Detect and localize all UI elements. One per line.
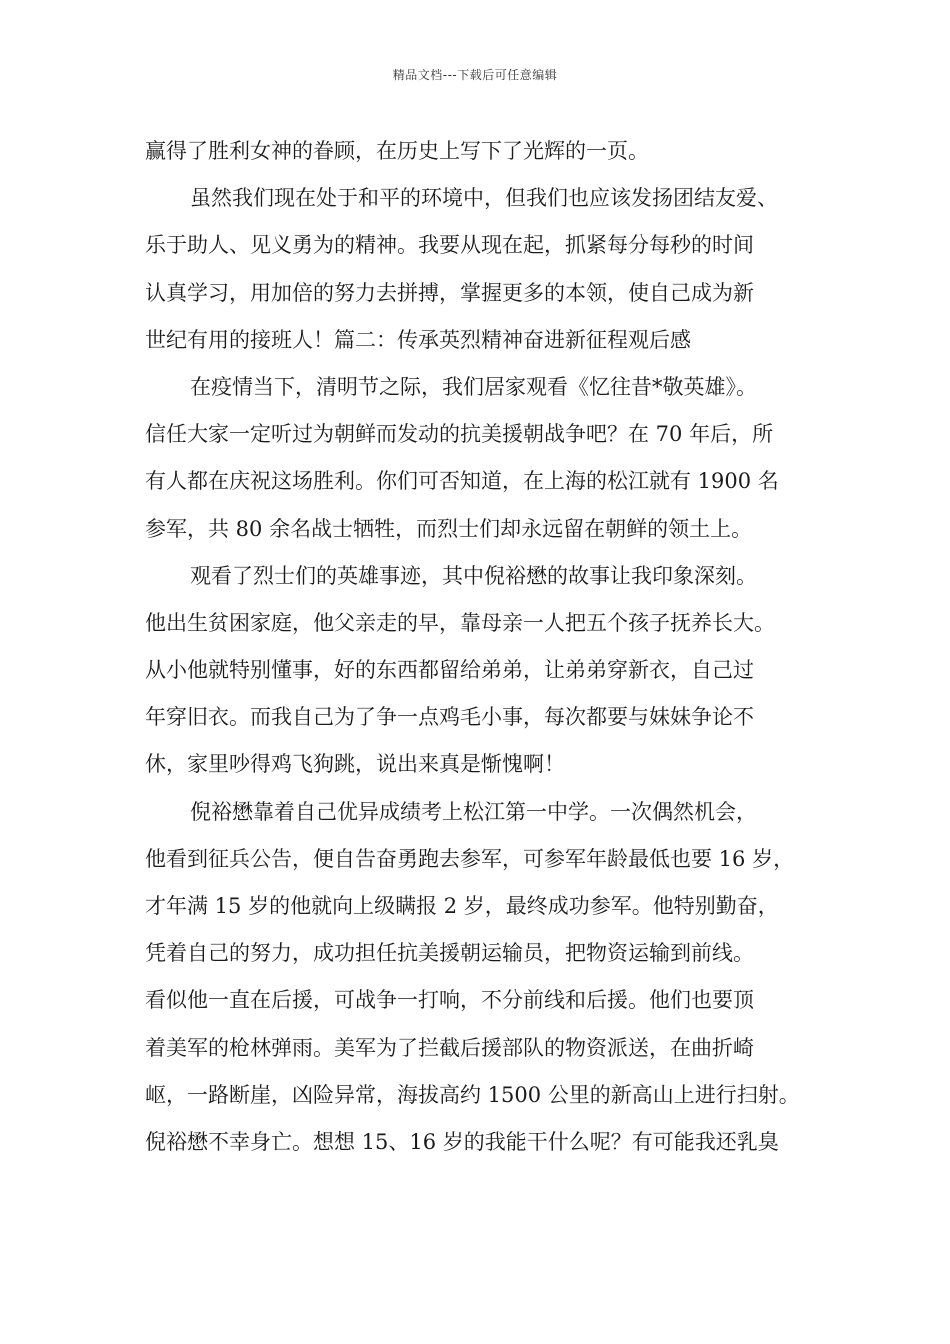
text-line: 看似他一直在后援，可战争一打响，不分前线和后援。他们也要顶 [145,988,754,1013]
page-header: 精品文档---下载后可任意编辑 [392,68,558,82]
text-line: 有人都在庆祝这场胜利。你们可否知道，在上海的松江就有 1900 名 [145,469,779,494]
paragraph-start: 在疫情当下，清明节之际，我们居家观看《忆往昔*敬英雄》。 [190,374,757,399]
text-line: 休，家里吵得鸡飞狗跳，说出来真是惭愧啊！ [145,752,565,777]
text-line: 世纪有用的接班人！篇二：传承英烈精神奋进新征程观后感 [145,327,691,352]
paragraph-start: 虽然我们现在处于和平的环境中，但我们也应该发扬团结友爱、 [190,186,778,211]
text-line: 着美军的枪林弹雨。美军为了拦截后援部队的物资派送，在曲折崎 [145,1035,754,1060]
paragraph-start: 观看了烈士们的英雄事迹，其中倪裕懋的故事让我印象深刻。 [190,563,757,588]
text-line: 凭着自己的努力，成功担任抗美援朝运输员，把物资运输到前线。 [145,941,754,966]
text-line: 信任大家一定听过为朝鲜而发动的抗美援朝战争吧？在 70 年后，所 [145,422,774,447]
text-line: 倪裕懋不幸身亡。想想 15、16 岁的我能干什么呢？有可能我还乳臭 [145,1129,779,1154]
text-line: 乐于助人、见义勇为的精神。我要从现在起，抓紧每分每秒的时间 [145,233,754,258]
text-line: 岖，一路断崖，凶险异常，海拔高约 1500 公里的新高山上进行扫射。 [145,1082,800,1107]
text-line: 参军，共 80 余名战士牺牲，而烈士们却永远留在朝鲜的领土上。 [145,516,753,541]
paragraph-start: 倪裕懋靠着自己优异成绩考上松江第一中学。一次偶然机会， [190,799,757,824]
text-line: 他出生贫困家庭，他父亲走的早，靠母亲一人把五个孩子抚养长大。 [145,610,775,635]
text-line: 才年满 15 岁的他就向上级瞒报 2 岁，最终成功参军。他特别勤奋， [145,894,779,918]
text-line: 赢得了胜利女神的眷顾，在历史上写下了光辉的一页。 [145,139,649,163]
text-line: 他看到征兵公告，便自告奋勇跑去参军，可参军年龄最低也要 16 岁， [145,846,795,871]
text-line: 年穿旧衣。而我自己为了争一点鸡毛小事，每次都要与妹妹争论不 [145,705,754,730]
text-line: 从小他就特别懂事，好的东西都留给弟弟，让弟弟穿新衣，自己过 [145,658,754,683]
document-body [145,128,825,1166]
text-line: 认真学习，用加倍的努力去拼搏，掌握更多的本领，使自己成为新 [145,280,754,305]
